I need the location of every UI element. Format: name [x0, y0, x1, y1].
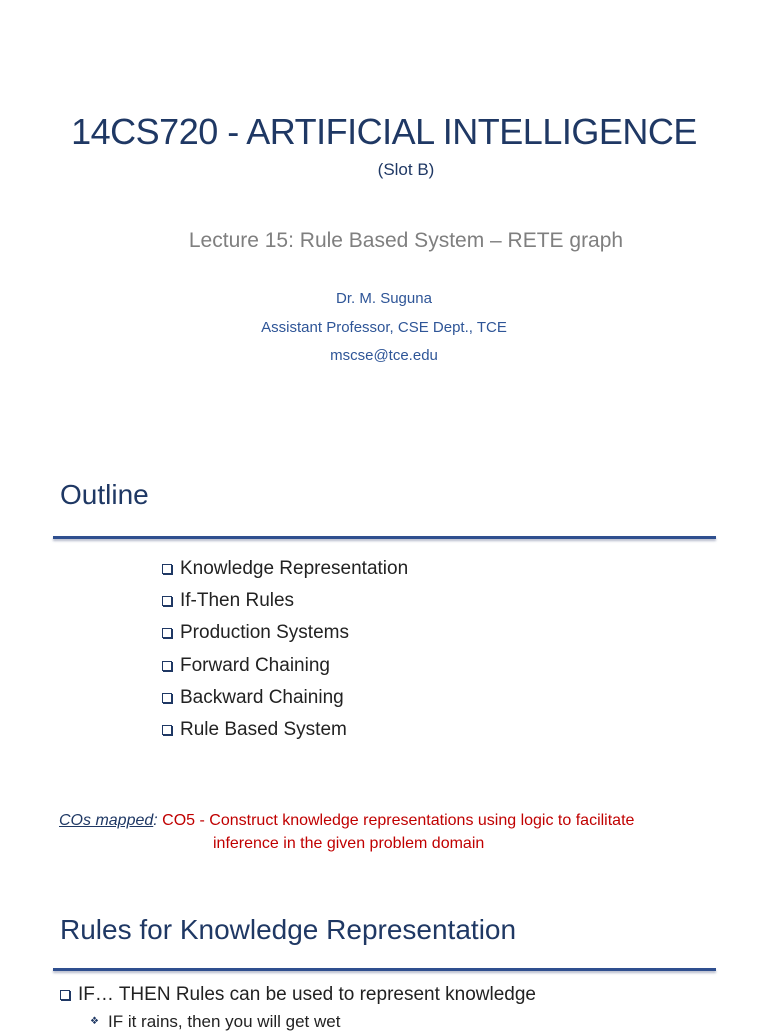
- rules-sub-item: [90, 1010, 340, 1034]
- outline-item: [162, 652, 408, 684]
- cos-mapped-label: COs mapped: [59, 812, 154, 829]
- cos-mapped-colon: :: [153, 812, 158, 829]
- slide-heading: Outline: [60, 479, 149, 510]
- author-position: Assistant Professor, CSE Dept., TCE: [261, 318, 507, 336]
- outline-item: [162, 555, 408, 587]
- slide-heading: Rules for Knowledge Representation: [60, 914, 517, 945]
- rules-bullet-label: IF… THEN Rules can be used to represent knowledge: [78, 984, 536, 1005]
- author-email: mscse@tce.edu: [330, 347, 438, 364]
- outline-item-label: If-Then Rules: [180, 590, 295, 612]
- hollow-square-bullet-icon: [162, 628, 172, 638]
- course-outcome-text: CO5 - Construct knowledge representations using logic to facilitate: [162, 812, 635, 829]
- course-outcome-continuation: inference in the given problem domain: [213, 835, 485, 852]
- outline-item: [162, 684, 408, 716]
- rules-slide: [0, 888, 768, 1031]
- heading-divider: [53, 968, 716, 971]
- hollow-square-bullet-icon: [162, 693, 172, 703]
- author-block: [0, 285, 768, 371]
- rules-bullet-item: [60, 982, 536, 1008]
- rules-sub-item-label: IF it rains, then you will get wet: [108, 1012, 341, 1031]
- hollow-square-bullet-icon: [162, 661, 172, 671]
- outline-slide: [0, 440, 768, 878]
- slot-label: (Slot B): [377, 160, 435, 179]
- outline-item-label: Forward Chaining: [180, 654, 330, 676]
- outline-list: [162, 555, 408, 748]
- outline-item-label: Knowledge Representation: [180, 558, 409, 579]
- hollow-square-bullet-icon: [60, 990, 70, 1000]
- author-name: Dr. M. Suguna: [336, 290, 432, 307]
- diamond-cluster-bullet-icon: ❖: [90, 1016, 99, 1027]
- outline-item-label: Backward Chaining: [180, 686, 344, 708]
- outline-item-label: Production Systems: [180, 622, 349, 644]
- outline-item: [162, 587, 408, 619]
- hollow-square-bullet-icon: [162, 564, 172, 574]
- hollow-square-bullet-icon: [162, 596, 172, 606]
- outline-item-label: Rule Based System: [180, 718, 347, 740]
- outline-item: [162, 619, 408, 651]
- outline-item: [162, 716, 408, 748]
- heading-divider: [53, 536, 716, 539]
- cos-mapped-line: [59, 809, 634, 832]
- course-title: 14CS720 - ARTIFICIAL INTELLIGENCE: [71, 111, 697, 152]
- lecture-title: Lecture 15: Rule Based System – RETE graph: [188, 229, 624, 252]
- title-slide: [0, 0, 768, 430]
- hollow-square-bullet-icon: [162, 725, 172, 735]
